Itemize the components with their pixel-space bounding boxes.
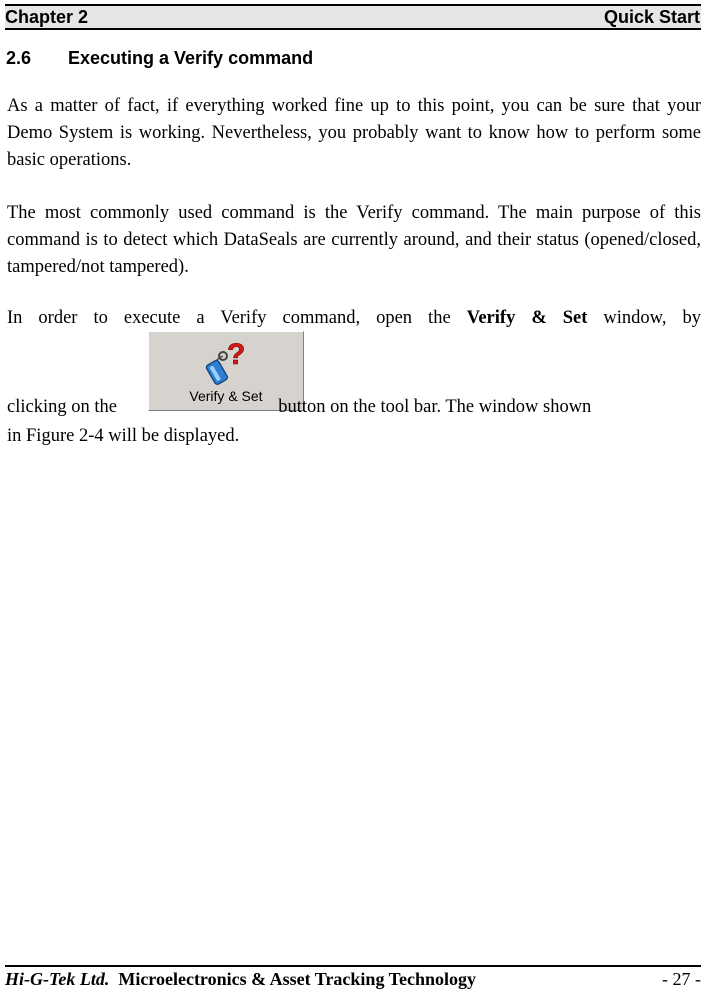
page-header: [5, 4, 701, 30]
paragraph-3-text-a: In order to execute a Verify command, open the: [7, 308, 467, 328]
section-heading: [6, 46, 313, 70]
paragraph-3-line-2: [7, 394, 701, 421]
verify-set-icon: [203, 336, 249, 386]
footer-left: [5, 967, 476, 991]
section-number: 2.6: [6, 48, 32, 68]
footer-company: Hi-G-Tek Ltd.: [5, 969, 110, 989]
paragraph-2: The most commonly used command is the Verify command. The main purpose of this command is to detect which DataSeals are currently around, and their status (opened/closed, tampered/not tampered).: [7, 203, 701, 277]
svg-text:?: ?: [227, 338, 246, 371]
chapter-label: Chapter 2: [5, 7, 89, 27]
paragraph-3-line-1: [7, 305, 701, 332]
paragraph-3-text-d: button on the tool bar. The window shown: [273, 397, 592, 417]
footer-tagline: Microelectronics & Asset Tracking Technology: [118, 969, 476, 989]
paragraph-1: As a matter of fact, if everything worked fine up to this point, you can be sure that your Demo System is working. Nevertheless, you probably want to know how to perform some basic operations.: [7, 96, 701, 170]
paragraph-3-line-3: in Figure 2-4 will be displayed.: [7, 426, 240, 446]
verify-set-button-label: Verify & Set: [189, 388, 263, 404]
paragraph-3-text-c: clicking on the: [7, 397, 122, 417]
section-title-text: Executing a Verify command: [68, 48, 314, 68]
paragraph-3-text-b: window, by: [587, 308, 701, 328]
page-number: - 27 -: [662, 969, 701, 989]
window-name-bold: Verify & Set: [466, 308, 588, 328]
page-footer: [5, 965, 701, 993]
section-name-label: Quick Start: [603, 7, 700, 27]
